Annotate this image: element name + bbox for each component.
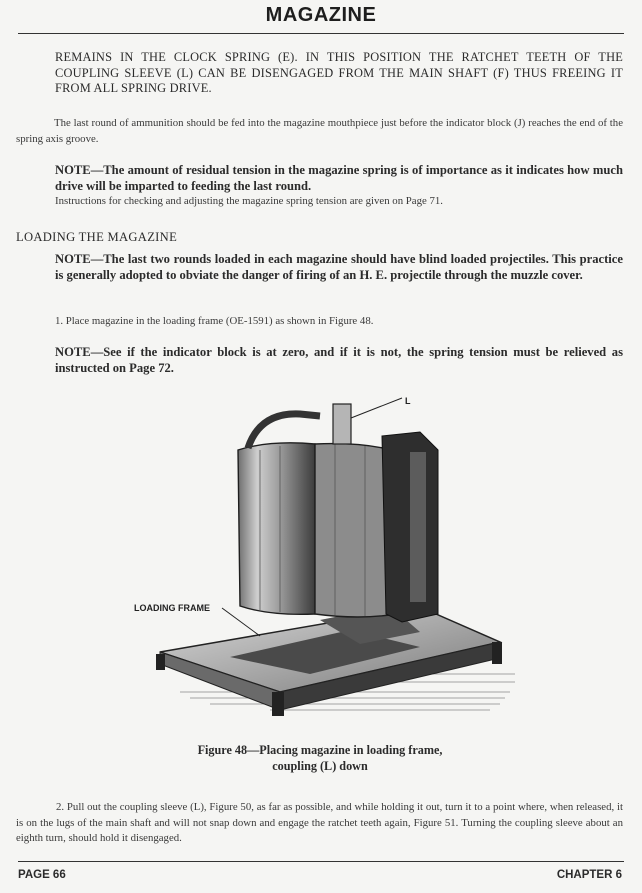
frame-leg bbox=[492, 642, 502, 664]
figure-caption: Figure 48—Placing magazine in loading frame, coupling (L) down bbox=[197, 743, 443, 773]
note-residual-tension bbox=[55, 163, 623, 210]
label-loading-frame: LOADING FRAME bbox=[134, 603, 210, 613]
feed-mouthpiece bbox=[410, 452, 426, 602]
paragraph-clock-spring: REMAINS IN THE CLOCK SPRING (E). IN THIS POSITION THE RATCHET TEETH OF THE COUPLING SLEEVE (L) CAN BE DISENGAGED FROM THE MAIN SHAFT (F) THUS FREEING IT FROM ALL SPRING DRIVE. bbox=[55, 50, 623, 96]
note-residual-tension-text: NOTE—The amount of residual tension in the magazine spring is of importance as it indicates how much drive will be imparted to feeding the last round. bbox=[55, 163, 623, 193]
page-title: MAGAZINE bbox=[265, 4, 377, 26]
magazine-drum-left bbox=[238, 443, 315, 614]
label-loading-frame-leader bbox=[222, 608, 260, 636]
note-indicator-block: NOTE—See if the indicator block is at zero, and if it is not, the spring tension must be relieved as instructed on Page 72. bbox=[55, 345, 623, 375]
section-heading: LOADING THE MAGAZINE bbox=[16, 230, 178, 244]
label-l-leader bbox=[351, 398, 402, 418]
step-1: 1. Place magazine in the loading frame (OE-1591) as shown in Figure 48. bbox=[55, 315, 374, 327]
step-2: 2. Pull out the coupling sleeve (L), Figure 50, as far as possible, and while holding it out, turn it to a point where, when released, it is on the lugs of the main shaft and will not snap down and engage the ratchet teeth again, Figure 51. Turning the coupling sleeve about an eighth turn, should hold it disengaged. bbox=[16, 801, 623, 845]
chapter-label: CHAPTER 6 bbox=[556, 869, 622, 881]
frame-leg bbox=[272, 692, 284, 716]
label-l: L bbox=[405, 396, 411, 406]
top-rule bbox=[18, 33, 624, 34]
note-residual-tension-instructions: Instructions for checking and adjusting the magazine spring tension are given on Page 71. bbox=[55, 195, 443, 208]
figure-magazine-loading-frame bbox=[120, 392, 520, 732]
paragraph-last-round: The last round of ammunition should be fed into the magazine mouthpiece just before the indicator block (J) reaches the end of the spring axis groove. bbox=[16, 117, 623, 145]
page-number: PAGE 66 bbox=[18, 869, 66, 881]
frame-leg bbox=[156, 654, 165, 670]
bottom-rule bbox=[18, 861, 624, 862]
coupling-sleeve bbox=[333, 404, 351, 444]
note-blind-projectiles: NOTE—The last two rounds loaded in each magazine should have blind loaded projectiles. This practice is generally adopted to obviate the danger of firing of an H. E. projectile through the muzzle cover. bbox=[55, 252, 623, 282]
